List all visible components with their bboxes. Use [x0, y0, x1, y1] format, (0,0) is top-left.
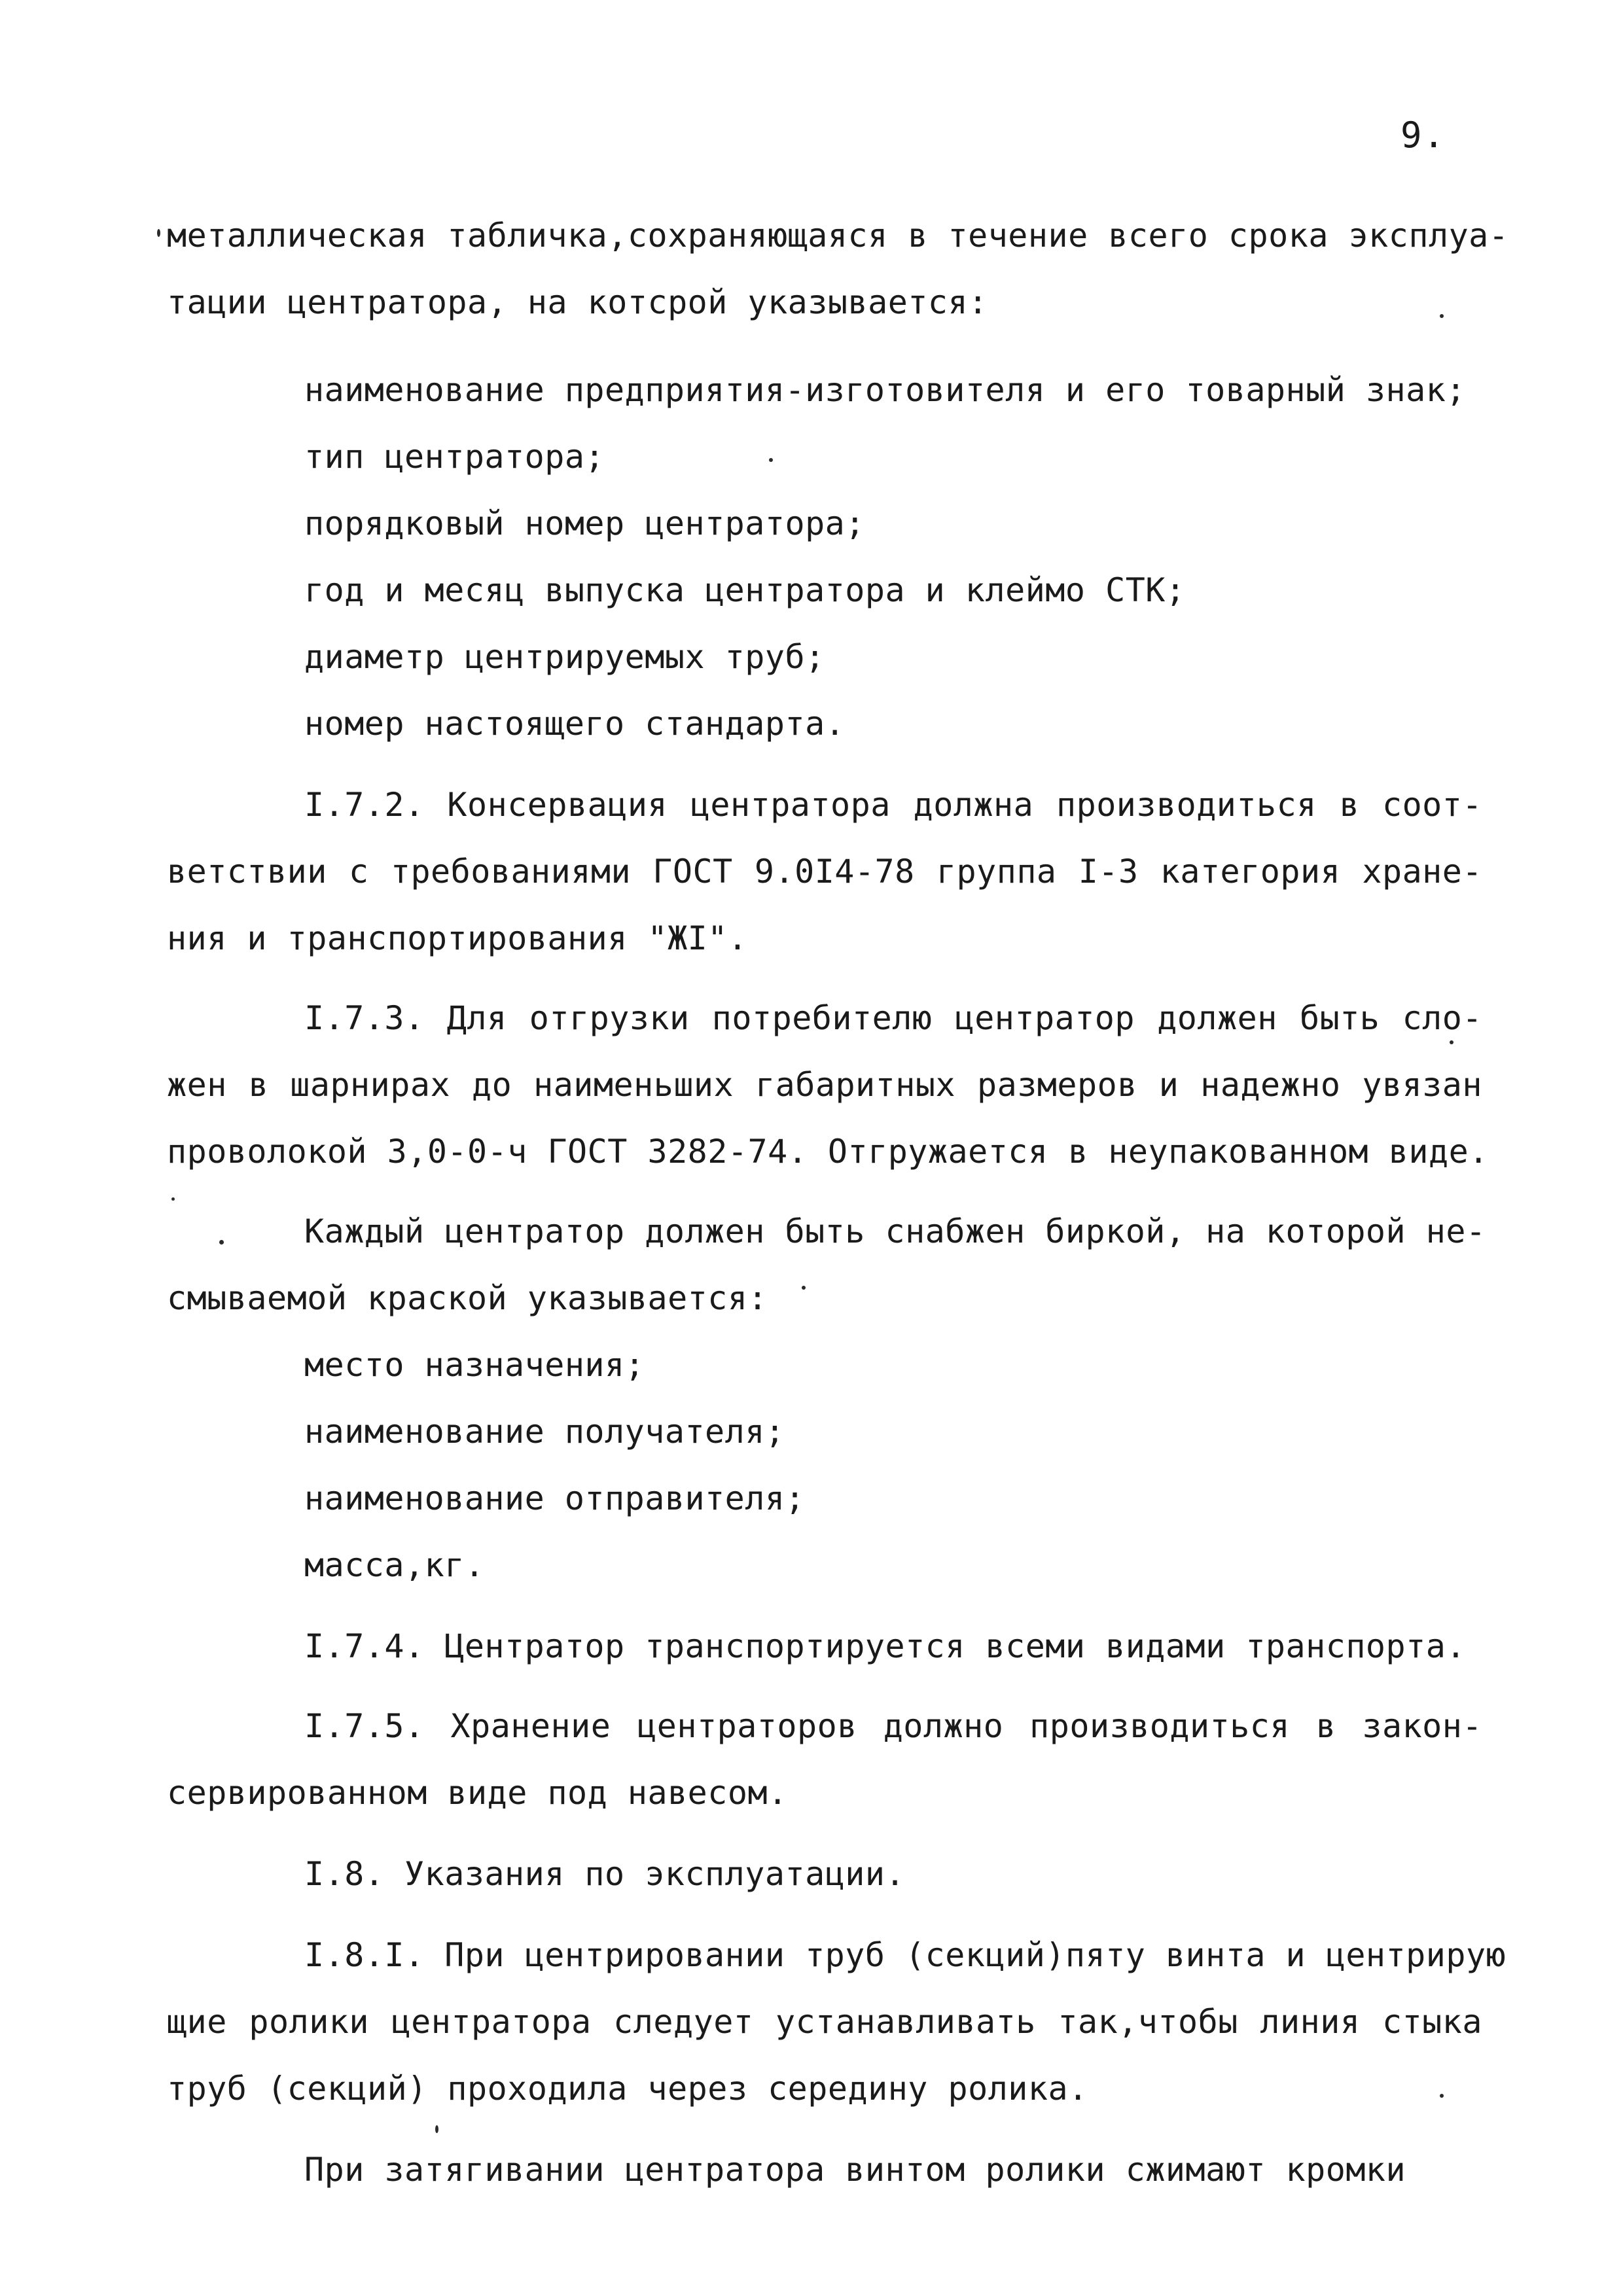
text-line: При затягивании центратора винтом ролики сжимают кромки	[304, 2151, 1406, 2189]
text-line: щие ролики центратора следует устанавливать так,чтобы линия стыка	[167, 2003, 1482, 2041]
text-line: ветствии с требованиями ГОСТ 9.0I4-78 группа I-3 категория хране-	[167, 853, 1482, 891]
scan-speck	[1440, 2094, 1444, 2098]
text-line: тации центратора, на котсрой указывается:	[167, 283, 988, 321]
text-line: ния и транспортирования "ЖI".	[167, 919, 748, 957]
list-item: масса,кг.	[304, 1546, 485, 1584]
list-item: наименование предприятия-изготовителя и его товарный знак;	[304, 371, 1466, 409]
text-line: I.8.I. При центрировании труб (секций)пяту винта и центрирую	[304, 1936, 1507, 1974]
text-line: I.7.3. Для отгрузки потребителю центратор должен быть сло-	[304, 999, 1482, 1037]
list-item: место назначения;	[304, 1346, 645, 1384]
text-line: металлическая табличка,сохраняющаяся в течение всего срока эксплуа-	[167, 217, 1509, 255]
text-line: труб (секций) проходила через середину ролика.	[167, 2070, 1088, 2108]
text-line: смываемой краской указывается:	[167, 1279, 768, 1317]
scan-speck	[157, 229, 160, 237]
scan-speck	[435, 2125, 438, 2133]
scan-speck	[1440, 314, 1444, 318]
scan-speck	[1450, 1040, 1454, 1044]
text-line: I.7.5. Хранение центраторов должно производиться в закон-	[304, 1707, 1482, 1745]
list-item: номер настоящего стандарта.	[304, 705, 846, 743]
scan-speck	[171, 1197, 175, 1201]
text-line: проволокой 3,0-0-ч ГОСТ 3282-74. Отгружается в неупакованном виде.	[167, 1133, 1489, 1171]
text-line: I.7.2. Консервация центратора должна производиться в соот-	[304, 786, 1482, 824]
scan-speck	[802, 1286, 806, 1290]
text-line: Каждый центратор должен быть снабжен биркой, на которой не-	[304, 1212, 1486, 1250]
scan-speck	[219, 1240, 224, 1245]
list-item: наименование отправителя;	[304, 1479, 806, 1517]
scan-speck	[769, 458, 773, 462]
list-item: тип центратора;	[304, 438, 605, 476]
section-heading: I.8. Указания по эксплуатации.	[304, 1855, 906, 1893]
list-item: порядковый номер центратора;	[304, 504, 865, 542]
list-item: наименование получателя;	[304, 1413, 785, 1451]
text-line: сервированном виде под навесом.	[167, 1774, 788, 1812]
list-item: год и месяц выпуска центратора и клеймо СТК;	[304, 571, 1186, 609]
text-line: I.7.4. Центратор транспортируется всеми видами транспорта.	[304, 1627, 1466, 1665]
list-item: диаметр центрируемых труб;	[304, 638, 825, 676]
page-number: 9.	[1400, 115, 1446, 156]
text-line: жен в шарнирах до наименьших габаритных размеров и надежно увязан	[167, 1066, 1482, 1104]
